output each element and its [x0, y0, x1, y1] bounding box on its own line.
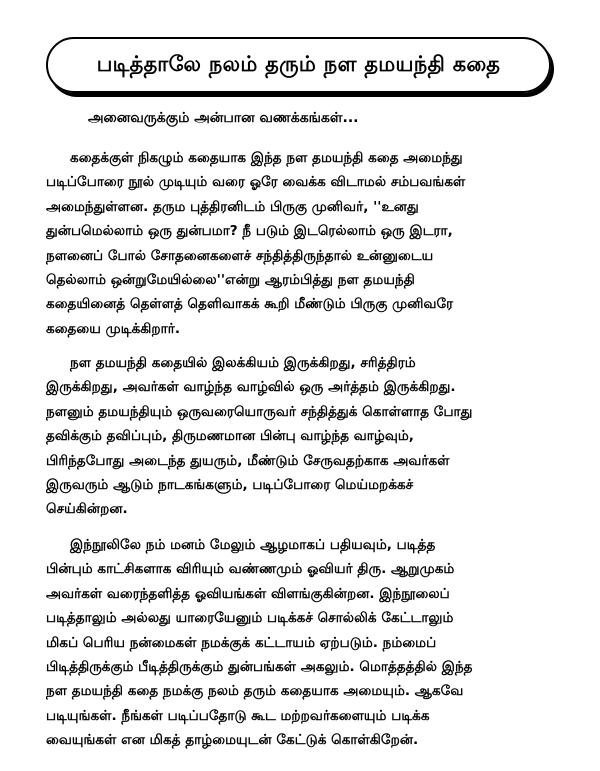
paragraph-line: கதையினைத் தெள்ளத் தெளிவாகக் கூறி மீண்டும் பிருகு முனிவரே [46, 296, 454, 313]
paragraph-line: நள தமயந்தி கதை நமக்கு நலம் தரும் கதையாக அமையும். ஆகவே [46, 683, 464, 700]
paragraph-line: அமைந்துள்ளன. தரும புத்திரனிடம் பிருகு முனிவர், ''உனது [46, 198, 419, 215]
paragraph-line: செய்கின்றன. [46, 501, 128, 518]
paragraph-line: தவிக்கும் தவிப்பும், திருமணமான பின்பு வாழ்ந்த வாழ்வும், [46, 428, 414, 445]
paragraph-line: நள தமயந்தி கதையில் இலக்கியம் இருக்கிறது, சரித்திரம் [70, 355, 416, 371]
paragraph-line: கதைக்குள் நிகழும் கதையாக இந்த நள தமயந்தி கதை அமைந்து [70, 150, 463, 166]
paragraph-line: கதையை முடிக்கிறார். [46, 320, 181, 337]
paragraph-line: பிரிந்தபோது அடைந்த துயரும், மீண்டும் சேருவதற்காக அவர்கள் [46, 452, 450, 469]
paragraph-line: இருவரும் ஆடும் நாடகங்களும், படிப்போரை மெய்மறக்கச் [46, 476, 414, 493]
paragraph-line: இந்நூலிலே நம் மனம் மேலும் ஆழமாகப் பதியவும், படித்த [70, 537, 436, 553]
paragraph-3 [46, 533, 566, 753]
paragraph-1 [46, 146, 566, 341]
page-title: படித்தாலே நலம் தரும் நள தமயந்தி கதை [96, 51, 501, 76]
paragraph-line: வையுங்கள் என மிகத் தாழ்மையுடன் கேட்டுக் கொள்கிறேன். [46, 732, 419, 749]
paragraph-line: மிகப் பெரிய நன்மைகள் நமக்குக் கட்டாயம் ஏற்படும். நம்மைப் [46, 634, 437, 651]
paragraph-line: தெல்லாம் ஒன்றுமேயில்லை''என்று ஆரம்பித்து நள தமயந்தி [46, 271, 415, 288]
paragraph-2 [46, 351, 566, 522]
title-box [46, 37, 551, 93]
paragraph-line: இருக்கிறது, அவர்கள் வாழ்ந்த வாழ்வில் ஒரு அர்த்தம் இருக்கிறது. [46, 379, 456, 396]
paragraph-line: பின்பும் காட்சிகளாக விரியும் வண்ணமும் ஓவியர் திரு. ஆறுமுகம் [46, 561, 455, 578]
paragraph-line: துன்பமெல்லாம் ஒரு துன்பமா? நீ படும் இடரெல்லாம் ஒரு இடரா, [46, 223, 453, 240]
paragraph-line: படிப்போரை நூல் முடியும் வரை ஓரே வைக்க விடாமல் சம்பவங்கள் [46, 174, 466, 191]
paragraph-line: பிடித்திருக்கும் பீடித்திருக்கும் துன்பங்கள் அகலும். மொத்தத்தில் இந்த [46, 658, 473, 675]
paragraph-line: படித்தாலும் அல்லது யாரையேனும் படிக்கச் சொல்லிக் கேட்டாலும் [46, 610, 454, 627]
paragraph-line: நளனைப் போல் சோதனைகளைச் சந்தித்திருந்தால் உன்னுடைய [46, 247, 434, 264]
paragraph-line: அவர்கள் வரைந்தளித்த ஓவியங்கள் விளங்குகின்றன. இந்நூலைப் [46, 585, 450, 602]
greeting: அனைவருக்கும் அன்பான வணக்கங்கள்... [88, 110, 359, 126]
paragraph-line: நளனும் தமயந்தியும் ஒருவரையொருவர் சந்தித்துக் கொள்ளாத போது [46, 403, 473, 420]
paragraph-line: படியுங்கள். நீங்கள் படிப்பதோடு கூட மற்றவர்களையும் படிக்க [46, 707, 430, 724]
